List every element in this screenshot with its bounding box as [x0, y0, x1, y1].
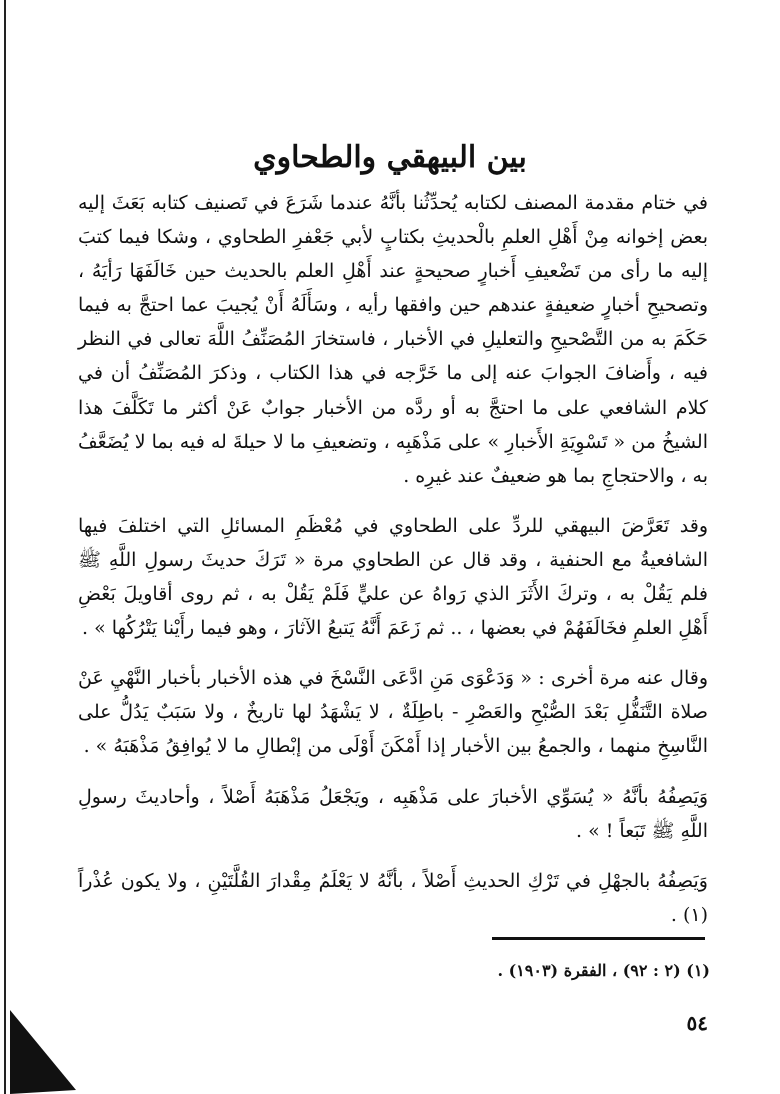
- paragraph-2: وقد تَعَرَّضَ البيهقي للردِّ على الطحاوي في مُعْظَمِ المسائلِ التي اختلفَ فيها الشافعيةُ مع الحنفية ، وقد قال عن الطحاوي مرة « تَرَكَ حديثَ رسولِ اللَّهِ ﷺ فلم يَقُلْ به ، وتركَ الأَثَرَ الذي رَواهُ عن عليٍّ فَلَمْ يَقُلْ به ، ثم روى أقاويلَ بَعْضِ أَهْلِ العلمِ فخَالَفَهُمْ في بعضها ، .. ثم زَعَمَ أَنَّهُ يَتبعُ الآثارَ ، وهو فيما رأَيْنا يَتْرُكُها » .: [78, 514, 708, 640]
- page-title: بين البيهقي والطحاوي: [253, 140, 527, 175]
- paragraph-4: وَيَصِفُهُ بأنَّهُ « يُسَوِّي الأخبارَ على مَذْهَبِه ، ويَجْعَلُ مَذْهَبَهُ أَصْلاً ، وأحاديثَ رسولِ اللَّهِ ﷺ تَبَعاً ! » .: [78, 785, 708, 842]
- paragraph-3: وقال عنه مرة أخرى : « وَدَعْوَى مَنِ ادَّعَى النَّسْخَ في هذه الأخبار بأخبار النَّهْيِ عَنْ صلاة التَّنَفُّلِ بَعْدَ الصُّبْحِ والعَصْرِ - باطِلَةٌ ، لا يَشْهَدُ لها تاريخٌ ، ولا سَبَبٌ يَدُلُّ على النَّاسِخِ منهما ، والجمعُ بين الأخبار إذا أَمْكَنَ أَوْلَى من إبْطالِ ما لا يُوافِقُ مَذْهَبَهُ » .: [78, 667, 708, 758]
- footnote: (١) (٢ : ٩٢) ، الفقرة (١٩٠٣) .: [497, 961, 710, 980]
- footnote-separator: [492, 937, 705, 940]
- paragraph-5: وَيَصِفُهُ بالجهْلِ في تَرْكِ الحديثِ أَصْلاً ، بأنَّهُ لا يَعْلَمُ مِقْدارَ القُلَّتَيْنِ ، ولا يكون عُذْراً (١) .: [78, 869, 708, 926]
- scan-corner-shadow: [10, 1010, 80, 1094]
- page-number: ٥٤: [686, 1011, 708, 1035]
- body-text: [78, 186, 708, 948]
- paragraph-1: في ختام مقدمة المصنف لكتابه يُحدِّثُنا بأنَّهُ عندما شَرَعَ في تَصنيف كتابه بَعَثَ إليه بعض إخوانه مِنْ أَهْلِ العلمِ بالْحديثِ بكتابٍ لأبي جَعْفرِ الطحاوي ، وشكا فيما كتبَ إليه ما رأى من تَضْعيفِ أَخبارٍ صحيحةٍ عند أَهْلِ العلم بالحديث حين خَالَفَهَا رَأيَهُ ، وتصحيحِ أخبارٍ ضعيفةٍ عندهم حين وافقها رأيه ، وسَأَلَهُ أَنْ يُجيبَ عما احتجَّ به فيما حَكَمَ به من التَّصْحيحِ والتعليلِ في الأخبار ، فاستخارَ المُصَنِّفُ اللَّهَ تعالى في النظر فيه ، وأَضافَ الجوابَ عنه إلى ما خَرَّجه في هذا الكتاب ، وذكرَ المُصَنِّفُ أن في كلام الشافعي على ما احتجَّ به أو ردَّه من الأخبار جوابٌ عَنْ أكثر ما تَكَلَّفَ هذا الشيخُ من « تَسْوِيَةِ الأَخبارِ » على مَذْهَبِه ، وتضعيفِ ما لا حيلةَ له فيه بما لا يُضَعَّفُ به ، والاحتجاجِ بما هو ضعيفٌ عند غيرِه .: [78, 192, 708, 487]
- page-edge-line: [4, 0, 6, 1094]
